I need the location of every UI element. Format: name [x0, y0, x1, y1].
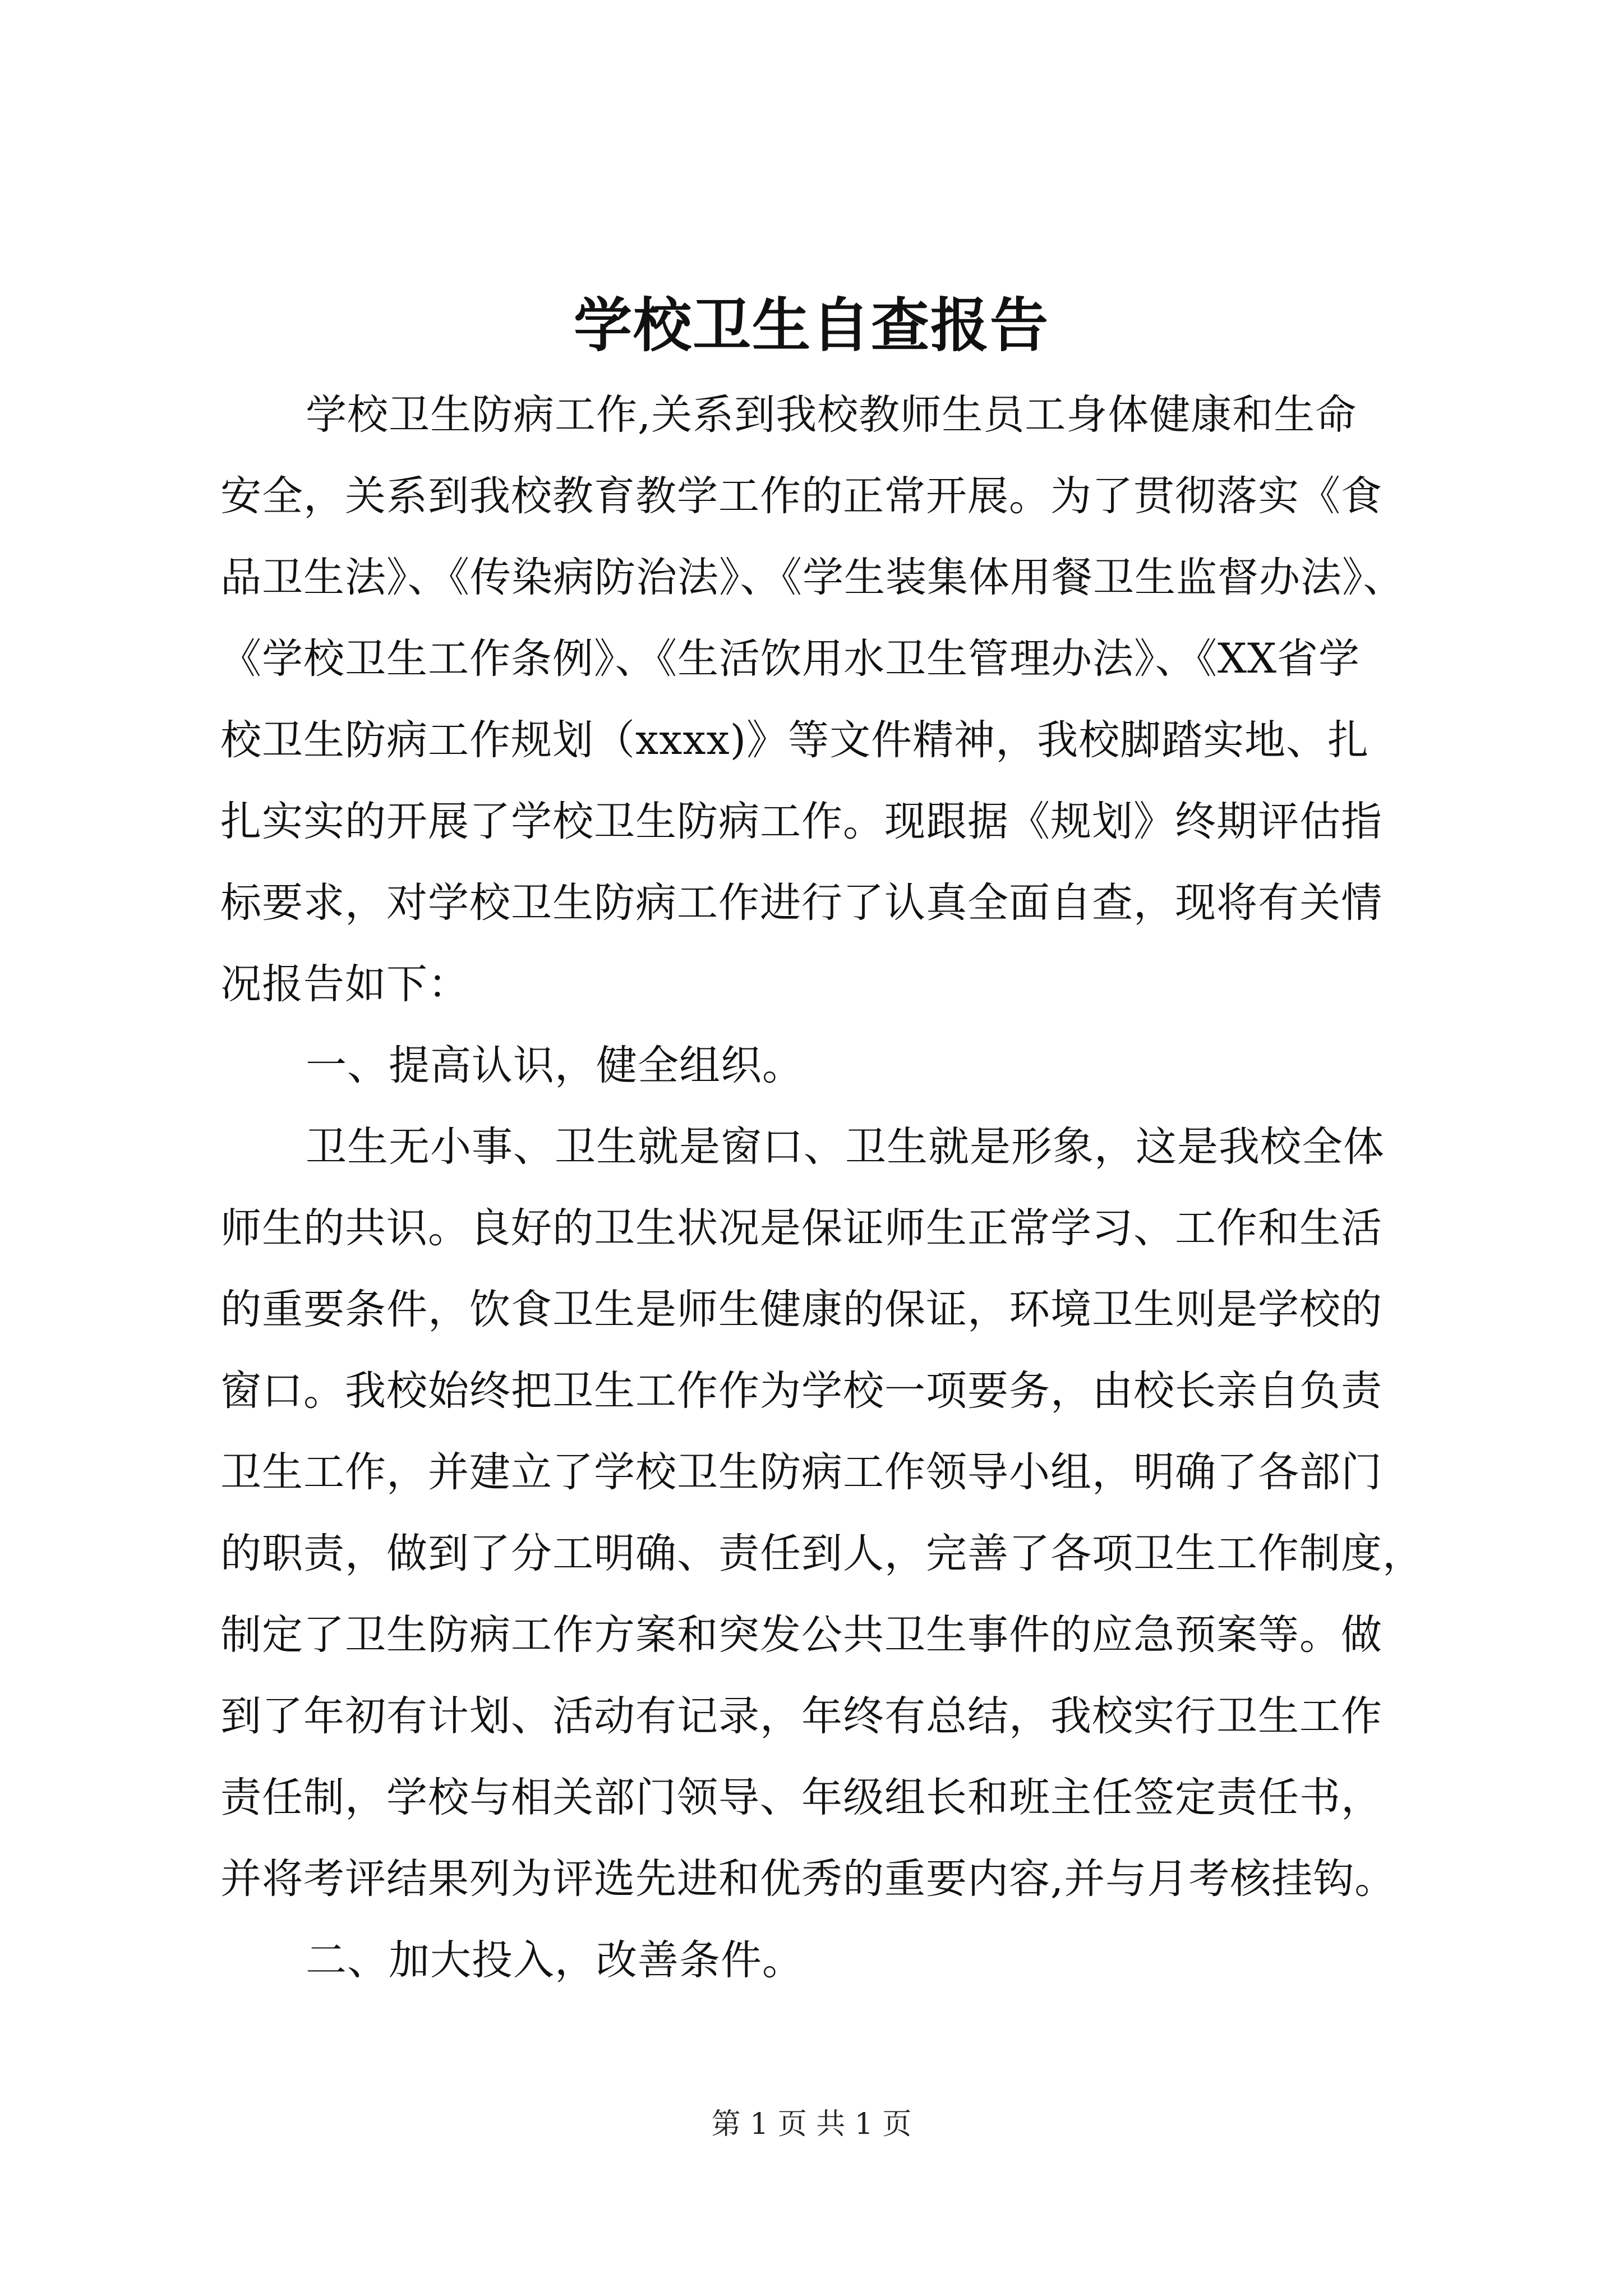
body-line: 校卫生防病工作规划（xxxx)》等文件精神，我校脚踏实地、扎 [220, 716, 1370, 764]
body-line: 扎实实的开展了学校卫生防病工作。现跟据《规划》终期评估指 [220, 798, 1382, 845]
body-line: 卫生无小事、卫生就是窗口、卫生就是形象，这是我校全体 [306, 1123, 1385, 1171]
body-line: 的重要条件，饮食卫生是师生健康的保证，环境卫生则是学校的 [220, 1286, 1382, 1333]
body-line: 品卫生法》、《传染病防治法》、《学生装集体用餐卫生监督办法》、 [220, 554, 1405, 601]
body-line: 安全，关系到我校教育教学工作的正常开展。为了贯彻落实《食 [220, 472, 1382, 520]
section-heading-2: 二、加大投入，改善条件。 [306, 1936, 804, 1984]
body-line: 《学校卫生工作条例》、《生活饮用水卫生管理办法》、《XX省学 [220, 635, 1360, 683]
body-line: 况报告如下： [220, 960, 469, 1008]
body-line: 制定了卫生防病工作方案和突发公共卫生事件的应急预案等。做 [220, 1611, 1382, 1659]
body-line: 学校卫生防病工作,关系到我校教师生员工身体健康和生命 [306, 391, 1357, 439]
body-line: 并将考评结果列为评选先进和优秀的重要内容,并与月考核挂钩。 [220, 1855, 1396, 1903]
body-line: 卫生工作，并建立了学校卫生防病工作领导小组，明确了各部门 [220, 1448, 1382, 1496]
page-footer: 第 1 页 共 1 页 [711, 2108, 912, 2141]
body-line: 责任制，学校与相关部门领导、年级组长和班主任签定责任书， [220, 1774, 1382, 1821]
section-heading-1: 一、提高认识，健全组织。 [306, 1042, 804, 1089]
document-title: 学校卫生自查报告 [573, 291, 1049, 360]
body-line: 的职责，做到了分工明确、责任到人，完善了各项卫生工作制度， [220, 1530, 1424, 1577]
body-line: 窗口。我校始终把卫生工作作为学校一项要务，由校长亲自负责 [220, 1367, 1382, 1415]
body-line: 到了年初有计划、活动有记录，年终有总结，我校实行卫生工作 [220, 1692, 1382, 1740]
body-line: 标要求，对学校卫生防病工作进行了认真全面自查，现将有关情 [220, 879, 1382, 927]
body-line: 师生的共识。良好的卫生状况是保证师生正常学习、工作和生活 [220, 1204, 1382, 1252]
